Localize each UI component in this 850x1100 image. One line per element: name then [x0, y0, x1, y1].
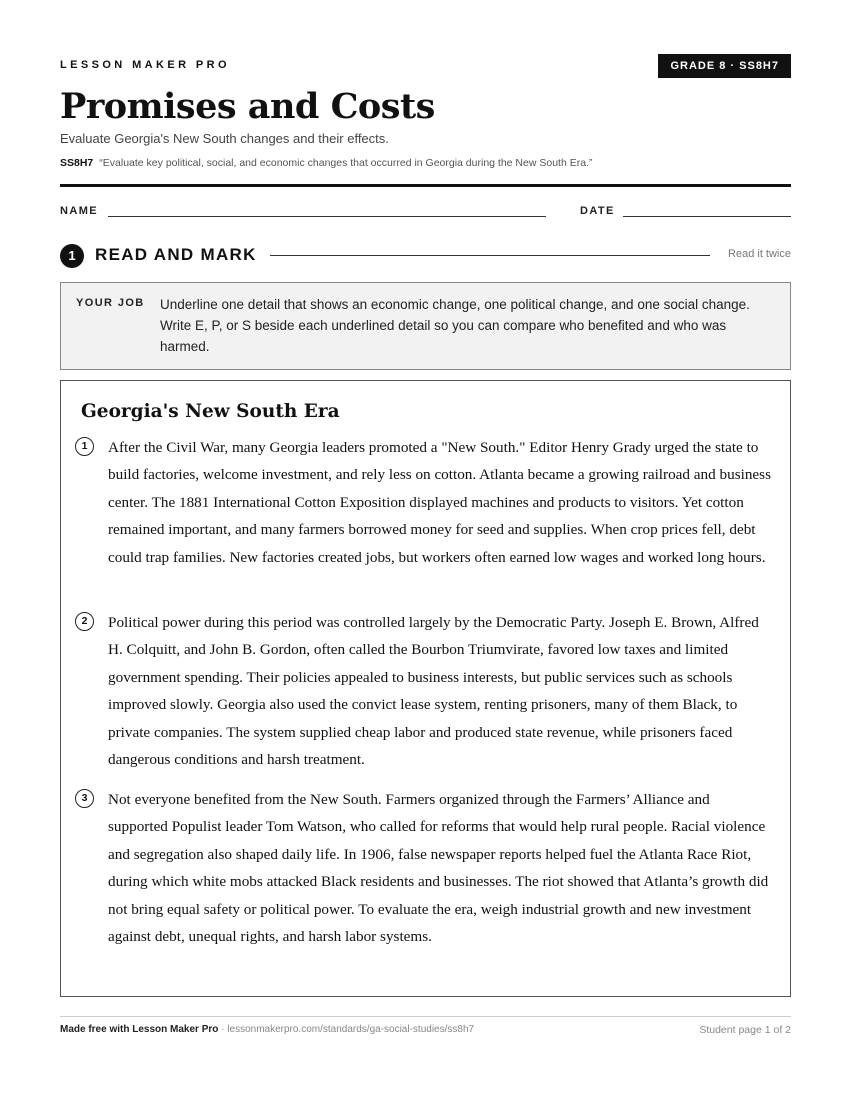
- job-text: Underline one detail that shows an economic change, one political change, and one social change. Write E, P, or S beside each underlined detail so you can compare who benefited and who was harmed.: [160, 297, 750, 354]
- footer-page-number: Student page 1 of 2: [699, 1024, 791, 1036]
- reading-passage-box: [60, 380, 791, 997]
- date-label: DATE: [580, 205, 615, 217]
- date-line[interactable]: [623, 216, 791, 217]
- reading-paragraph: After the Civil War, many Georgia leaders promoted a "New South." Editor Henry Grady urged the state to build factories, welcome investment, and rely less on cotton. Atlanta became a growing railroad and business center. The 1881 International Cotton Exposition displayed machines and products to visitors. Yet cotton remained important, and many farmers borrowed money for seed and supplies. When crop prices fell, debt could trap families. New factories created jobs, but workers often earned low wages and worked long hours.: [108, 439, 771, 566]
- page-title: Promises and Costs: [60, 86, 435, 127]
- footer-divider: [60, 1016, 791, 1017]
- grade-badge: GRADE 8 · SS8H7: [658, 54, 791, 78]
- paragraph-number-badge: 3: [75, 789, 94, 808]
- job-instructions-box: [60, 282, 791, 370]
- reading-title: Georgia's New South Era: [81, 401, 340, 422]
- brand-name: LESSON MAKER PRO: [60, 59, 230, 71]
- worksheet-page: [60, 0, 791, 1100]
- job-label: YOUR JOB: [76, 297, 145, 309]
- footer-url[interactable]: lessonmakerpro.com/standards/ga-social-studies/ss8h7: [227, 1024, 475, 1035]
- footer-separator: ·: [218, 1024, 228, 1035]
- name-label: NAME: [60, 205, 98, 217]
- paragraph-number-badge: 2: [75, 612, 94, 631]
- section-number-badge: 1: [60, 244, 84, 268]
- name-line[interactable]: [108, 216, 546, 217]
- reading-paragraph: Not everyone benefited from the New South. Farmers organized through the Farmers’ Alliance and supported Populist leader Tom Watson, who called for reforms that would help rural people. Racial violence and segregation also shaped daily life. In 1906, false newspaper reports helped fuel the Atlanta Race Riot, during which white mobs attacked Black residents and businesses. The riot showed that Atlanta’s growth did not bring equal safety or political power. To evaluate the era, weigh industrial growth and new investment against debt, unequal rights, and harsh labor systems.: [108, 791, 769, 946]
- page-subtitle: Evaluate Georgia's New South changes and their effects.: [60, 131, 389, 146]
- section-title: READ AND MARK: [95, 245, 257, 264]
- standard-line: [60, 157, 592, 169]
- standard-code: SS8H7: [60, 157, 94, 169]
- section-divider: [270, 255, 710, 256]
- standard-text: “Evaluate key political, social, and economic changes that occurred in Georgia during the New South Era.”: [99, 157, 593, 169]
- section-note: Read it twice: [728, 248, 791, 260]
- footer-made-with: Made free with Lesson Maker Pro: [60, 1024, 219, 1035]
- footer-credit: [60, 1024, 474, 1035]
- header-divider: [60, 184, 791, 187]
- reading-paragraph: Political power during this period was controlled largely by the Democratic Party. Joseph E. Brown, Alfred H. Colquitt, and John B. Gordon, often called the Bourbon Triumvirate, favored low taxes and limited government spending. Their policies appealed to business interests, but public services such as schools improved slowly. Georgia also used the convict lease system, renting prisoners, many of them Black, to private companies. The system supplied cheap labor and produced state revenue, while prisoners faced dangerous conditions and harsh treatment.: [108, 614, 759, 769]
- paragraph-number-badge: 1: [75, 437, 94, 456]
